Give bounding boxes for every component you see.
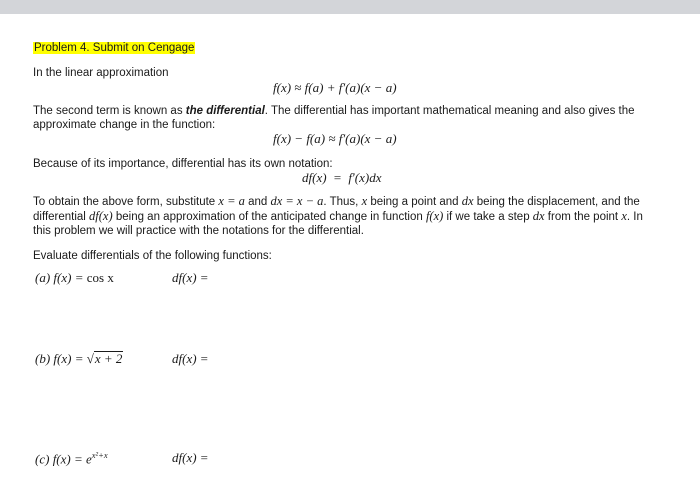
obtain-math-4: dx: [461, 194, 474, 208]
problem-a-prefix: f(x) =: [53, 270, 87, 285]
obtain-math-8: x: [621, 209, 627, 223]
obtain-text-1: To obtain the above form, substitute: [33, 196, 219, 208]
obtain-math-5: df(x): [89, 209, 113, 223]
problem-a-function: [35, 270, 114, 286]
obtain-math-7: dx: [532, 209, 545, 223]
obtain-math-3: x: [361, 194, 368, 208]
obtain-math-2: dx = x − a: [270, 194, 324, 208]
obtain-text-3: . Thus,: [323, 196, 362, 208]
second-term-paragraph: [33, 104, 663, 132]
differential-emphasis: the differential: [185, 105, 265, 117]
problem-b-function: [35, 351, 123, 367]
problem-b-answer-label: df(x) =: [172, 351, 209, 366]
problem-b-prefix: f(x) =: [53, 351, 87, 366]
intro-text: In the linear approximation: [33, 67, 169, 79]
obtain-math-1: x = a: [218, 194, 245, 208]
problem-c-answer-label: df(x) =: [172, 450, 209, 465]
importance-text: Because of its importance, differential has its own notation:: [33, 158, 333, 170]
problem-c-exponent: x²+x: [91, 450, 108, 460]
sqrt-symbol: √: [86, 351, 94, 366]
obtain-text-9: . In this problem we will practice with the notations for the differential.: [33, 211, 643, 237]
second-term-pre: The second term is known as: [33, 105, 186, 117]
problem-a-answer-label: df(x) =: [172, 270, 209, 285]
problem-b-radicand: x + 2: [94, 351, 123, 366]
top-bar: [0, 0, 700, 14]
evaluate-text: Evaluate differentials of the following functions:: [33, 250, 272, 262]
problem-heading: [33, 41, 195, 55]
problem-c-base: e: [86, 451, 92, 467]
equation-differential-notation: df(x) = f′(x)dx: [302, 170, 382, 185]
obtain-paragraph: [33, 194, 663, 238]
obtain-text-4: being a point and: [367, 196, 462, 208]
obtain-text-5: being the displacement, and the differential: [33, 196, 640, 223]
equation-linear-approximation: f(x) ≈ f(a) + f′(a)(x − a): [273, 80, 397, 95]
obtain-math-6: f(x): [425, 209, 444, 223]
equation-change: f(x) − f(a) ≈ f′(a)(x − a): [273, 131, 397, 146]
problem-b-label: (b): [35, 351, 51, 366]
problem-c-prefix: f(x) =: [52, 451, 86, 467]
obtain-text-7: if we take a step: [443, 211, 533, 223]
heading-highlight: Problem 4. Submit on Cengage: [34, 42, 195, 54]
obtain-text-6: being an approximation of the anticipated change in function: [112, 211, 426, 223]
problem-c-function: [35, 450, 108, 467]
problem-a-label: (a): [35, 270, 51, 285]
obtain-text-2: and: [244, 196, 271, 208]
problem-c-label: (c): [35, 451, 50, 467]
second-term-post: . The differential has important mathematical meaning and also gives the approximate change in the function:: [33, 105, 635, 131]
problem-a-body: cos x: [86, 270, 114, 285]
obtain-text-8: from the point: [544, 211, 622, 223]
